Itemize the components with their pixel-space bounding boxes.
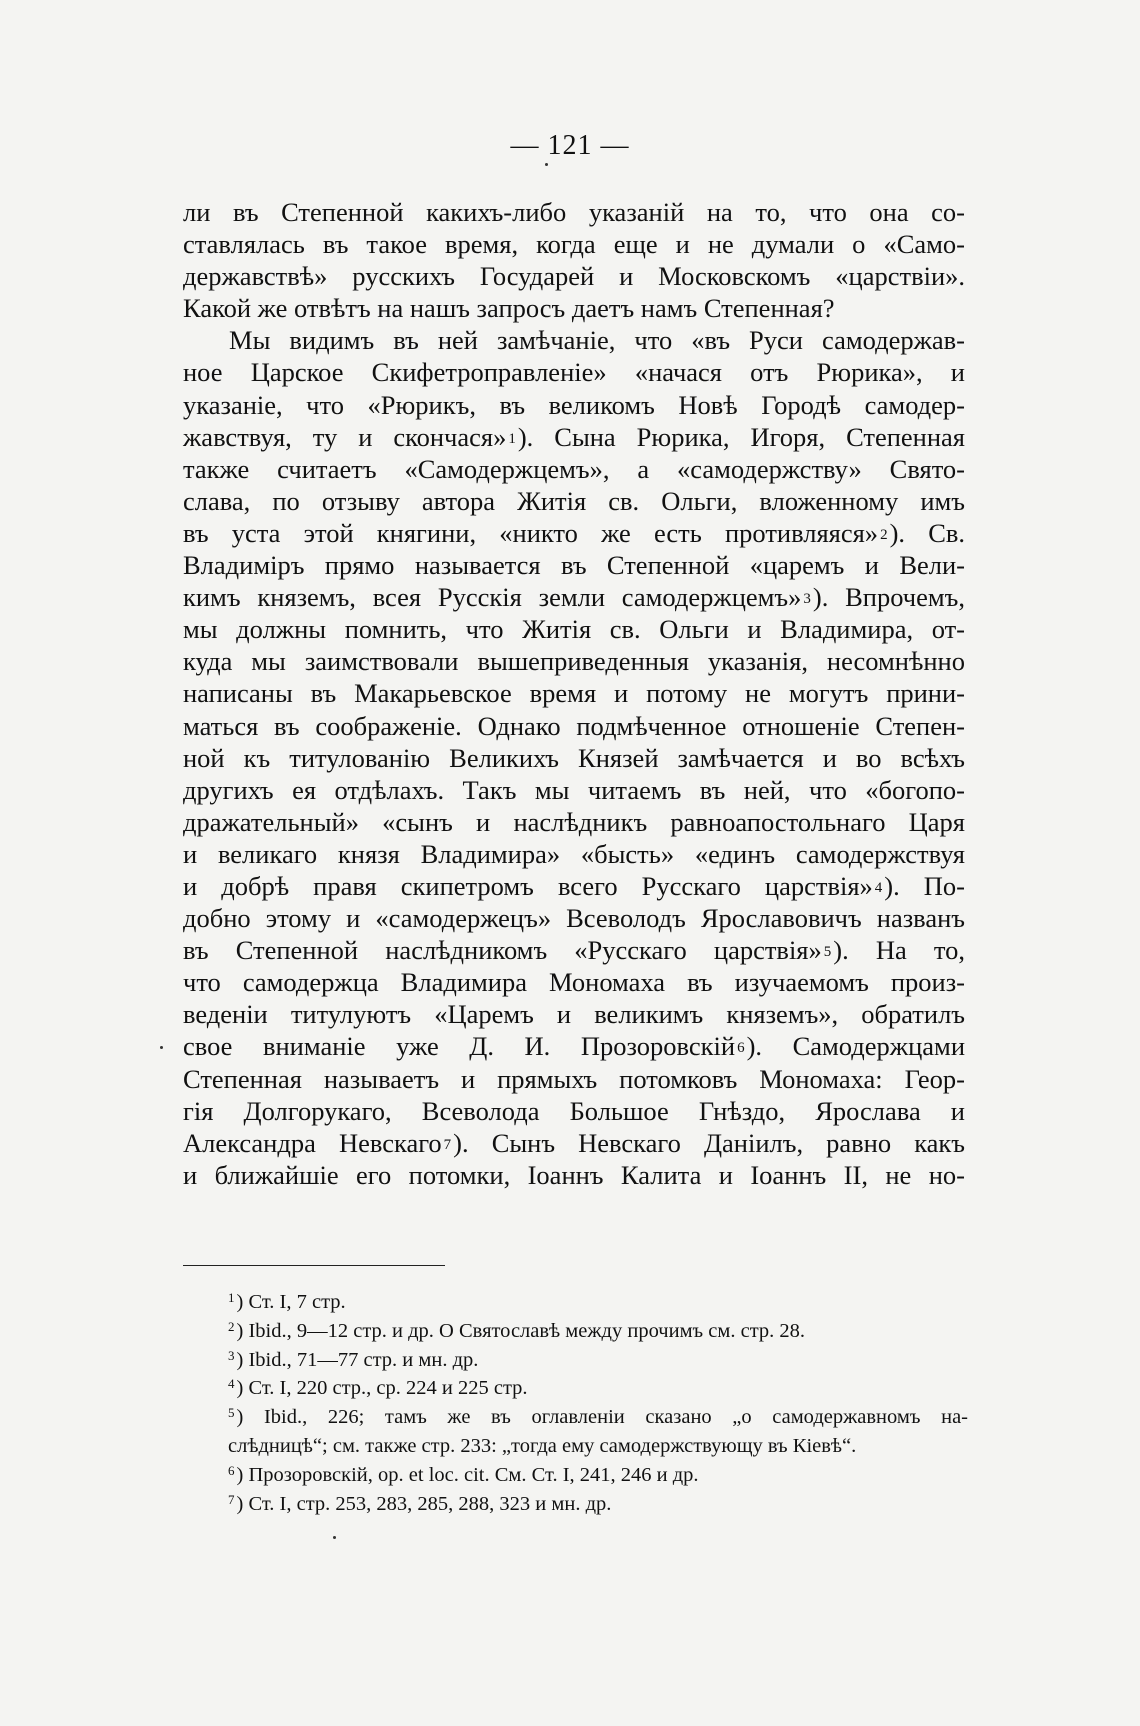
footnote-number: 6 bbox=[228, 1462, 235, 1478]
text-line: Владиміръ прямо называется въ Степенной «царемъ и Вели- bbox=[183, 550, 965, 581]
footnote: $^2$) Ibid., 9—12 стр. и др. О Святославѣ между прочимъ см. стр. 28. bbox=[228, 1318, 806, 1342]
text-line: куда мы заимствовали вышеприведенныя указанія, несомнѣнно bbox=[183, 646, 965, 677]
footnote: $^6$) Прозоровскій, op. et loc. cit. См. Ст. I, 241, 246 и др. bbox=[228, 1462, 699, 1486]
footnote-reference: 3 bbox=[803, 591, 811, 608]
text-line: гія Долгорукаго, Всеволода Большое Гнѣздо, Ярослава и bbox=[183, 1095, 965, 1126]
text-line: написаны въ Макарьевское время и потому не могутъ прини- bbox=[183, 678, 965, 709]
text-line: жавствуя, ту и скончася» $^1$). Сына Рюрика, Игоря, Степенная bbox=[183, 421, 965, 452]
footnote-reference: 1 bbox=[508, 430, 516, 447]
text-line: кимъ княземъ, всея Русскія земли самодержцемъ» $^3$). Впрочемъ, bbox=[183, 582, 965, 613]
text-line: также считаетъ «Самодержцемъ», а «самодержству» Свято- bbox=[183, 453, 965, 484]
text-line: ной къ титулованію Великихъ Князей замѣчается и во всѣхъ bbox=[183, 742, 965, 773]
text-line: слава, по отзыву автора Житія св. Ольги, вложенному имъ bbox=[183, 485, 965, 516]
text-line: Какой же отвѣтъ на нашъ запросъ даетъ намъ Степенная? bbox=[183, 293, 835, 324]
text-line: мы должны помнить, что Житія св. Ольги и Владимира, от- bbox=[183, 614, 965, 645]
print-speck bbox=[545, 163, 548, 166]
footnote-reference: 5 bbox=[823, 944, 832, 961]
footnote-reference: 4 bbox=[874, 879, 883, 896]
text-line: ли въ Степенной какихъ-либо указаній на то, что она со- bbox=[183, 197, 965, 227]
text-line: въ Степенной наслѣдникомъ «Русскаго царствія» $^5$). На то, bbox=[183, 935, 965, 966]
footnote: слѣдницѣ“; см. также стр. 233: „тогда ему самодержствующу въ Кіевѣ“. bbox=[228, 1434, 857, 1457]
text-line: дражательный» «сынъ и наслѣдникъ равноапостольнаго Царя bbox=[183, 806, 965, 837]
text-line: указаніе, что «Рюрикъ, въ великомъ Новѣ Городѣ самодер- bbox=[183, 389, 965, 420]
text-line: державствѣ» русскихъ Государей и Московскомъ «царствіи». bbox=[183, 261, 965, 292]
footnote: $^5$) Ibid., 226; тамъ же въ оглавленіи сказано „о самодержавномъ на- bbox=[228, 1405, 968, 1429]
text-line: ное Царское Скифетроправленіе» «начася отъ Рюрика», и bbox=[183, 357, 965, 388]
footnote: $^4$) Ст. I, 220 стр., ср. 224 и 225 стр. bbox=[228, 1376, 528, 1400]
page-number: — 121 — bbox=[510, 130, 630, 161]
footnote-number: 7 bbox=[228, 1491, 235, 1507]
text-line: другихъ ея отдѣлахъ. Такъ мы читаемъ въ ней, что «богопо- bbox=[183, 774, 965, 805]
text-line: добно этому и «самодержецъ» Всеволодъ Ярославовичъ названъ bbox=[183, 903, 965, 934]
footnote-number: 5 bbox=[228, 1405, 235, 1421]
footnote: $^7$) Ст. I, стр. 253, 283, 285, 288, 323 и мн. др. bbox=[228, 1491, 612, 1515]
text-line: свое вниманіе уже Д. И. Прозоровскій $^6$). Самодержцами bbox=[183, 1031, 965, 1062]
print-speck bbox=[333, 1536, 336, 1539]
text-line: и ближайшіе его потомки, Іоаннъ Калита и Іоаннъ II, не но- bbox=[183, 1159, 965, 1190]
footnotes bbox=[228, 1288, 968, 1518]
text-line: веденіи титулуютъ «Царемъ и великимъ княземъ», обратилъ bbox=[183, 999, 965, 1030]
footnote-number: 1 bbox=[228, 1290, 235, 1305]
print-speck bbox=[160, 1046, 163, 1049]
text-line: Мы видимъ въ ней замѣчаніе, что «въ Руси самодержав- bbox=[229, 325, 965, 356]
body-text bbox=[183, 196, 965, 1191]
text-line: маться въ соображеніе. Однако подмѣченное отношеніе Степен- bbox=[183, 710, 965, 741]
text-line: Александра Невскаго $^7$). Сынъ Невскаго Даніилъ, равно какъ bbox=[183, 1127, 966, 1158]
text-line: и добрѣ правя скипетромъ всего Русскаго царствія» $^4$). По- bbox=[183, 870, 965, 901]
footnote-number: 2 bbox=[228, 1318, 235, 1334]
footnote-reference: 2 bbox=[880, 526, 888, 543]
footnote-number: 3 bbox=[228, 1347, 235, 1363]
footnote: $^3$) Ibid., 71—77 стр. и мн. др. bbox=[228, 1347, 479, 1371]
footnote: $^1$) Ст. I, 7 стр. bbox=[228, 1290, 346, 1313]
footnote-reference: 6 bbox=[737, 1040, 745, 1057]
text-line: и великаго князя Владимира» «бысть» «единъ самодержствуя bbox=[183, 838, 965, 869]
text-line: ставлялась въ такое время, когда еще и не думали о «Само- bbox=[183, 229, 965, 260]
footnote-number: 4 bbox=[228, 1376, 235, 1392]
text-line: Степенная называетъ и прямыхъ потомковъ Мономаха: Геор- bbox=[183, 1063, 965, 1094]
text-line: что самодержца Владимира Мономаха въ изучаемомъ произ- bbox=[183, 967, 965, 998]
footnote-reference: 7 bbox=[443, 1136, 452, 1153]
footnote-rule bbox=[183, 1265, 445, 1266]
text-line: въ уста этой княгини, «никто же есть противляяся» $^2$). Св. bbox=[183, 517, 966, 548]
